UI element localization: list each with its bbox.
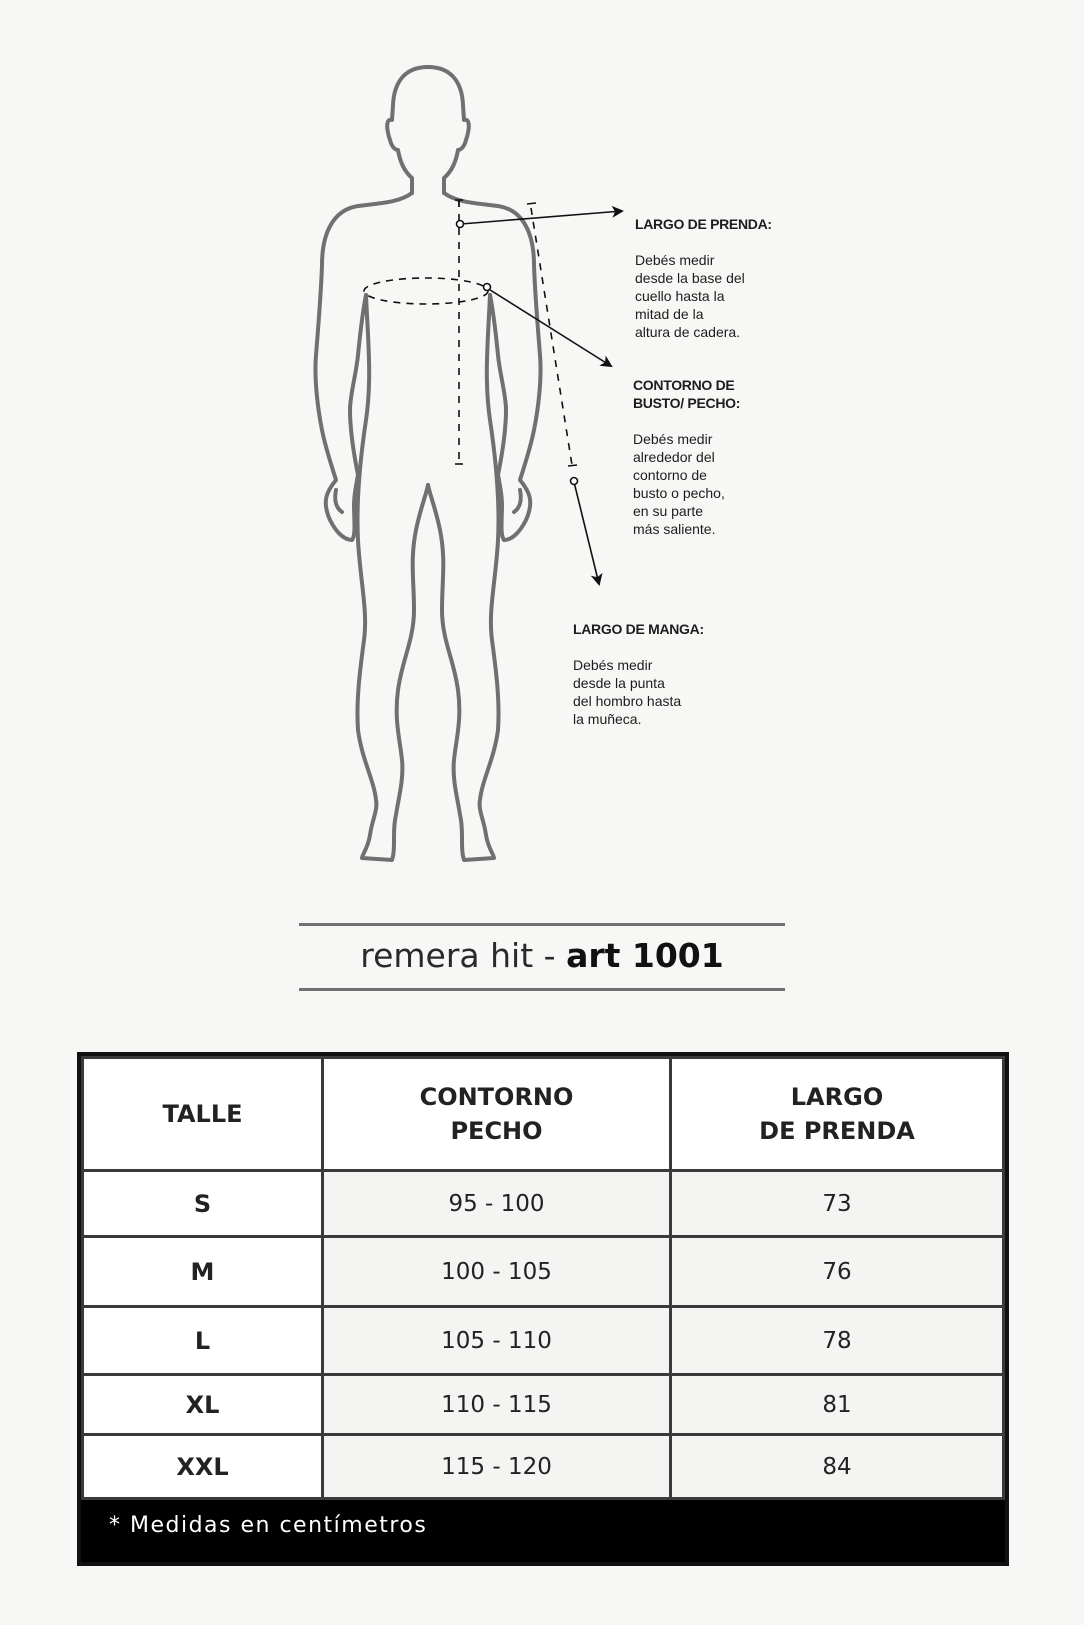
note-largo-prenda-title: LARGO DE PRENDA: (635, 216, 772, 232)
length-cell: 81 (671, 1375, 1004, 1435)
title-rule-bottom (299, 988, 785, 991)
measurement-points (457, 221, 578, 485)
note-largo-manga-body: Debés medir desde la punta del hombro hasta la muñeca. (573, 657, 682, 727)
size-cell: L (83, 1307, 323, 1375)
table-row (83, 1307, 1004, 1375)
title-rule-top (299, 923, 785, 926)
length-cell: 84 (671, 1435, 1004, 1499)
note-contorno-title: CONTORNO DE BUSTO/ PECHO: (633, 377, 741, 411)
chest-cell: 95 - 100 (323, 1171, 671, 1237)
chest-cell: 100 - 105 (323, 1237, 671, 1307)
table-row (83, 1375, 1004, 1435)
size-table (77, 1052, 1009, 1566)
units-footnote: * Medidas en centímetros (81, 1500, 1005, 1562)
note-contorno (633, 358, 740, 556)
human-silhouette (315, 67, 540, 860)
chest-cell: 110 - 115 (323, 1375, 671, 1435)
product-title-article: art 1001 (566, 936, 724, 975)
note-largo-prenda (635, 197, 772, 359)
table-row (83, 1237, 1004, 1307)
size-cell: S (83, 1171, 323, 1237)
header-largo-prenda: LARGO DE PRENDA (671, 1058, 1004, 1171)
size-cell: M (83, 1237, 323, 1307)
chest-cell: 115 - 120 (323, 1435, 671, 1499)
chest-cell: 105 - 110 (323, 1307, 671, 1375)
note-largo-manga (573, 602, 704, 746)
length-cell: 78 (671, 1307, 1004, 1375)
table-header-row (83, 1058, 1004, 1171)
size-cell: XL (83, 1375, 323, 1435)
size-cell: XXL (83, 1435, 323, 1499)
note-largo-manga-title: LARGO DE MANGA: (573, 621, 704, 637)
measurement-guides (364, 200, 622, 584)
product-title (299, 934, 785, 978)
note-contorno-body: Debés medir alrededor del contorno de busto o pecho, en su parte más saliente. (633, 431, 725, 537)
length-cell: 76 (671, 1237, 1004, 1307)
header-talle: TALLE (83, 1058, 323, 1171)
product-title-name: remera hit - (360, 936, 567, 975)
table-row (83, 1435, 1004, 1499)
length-cell: 73 (671, 1171, 1004, 1237)
table-row (83, 1171, 1004, 1237)
header-contorno-pecho: CONTORNO PECHO (323, 1058, 671, 1171)
note-largo-prenda-body: Debés medir desde la base del cuello hasta la mitad de la altura de cadera. (635, 252, 745, 340)
